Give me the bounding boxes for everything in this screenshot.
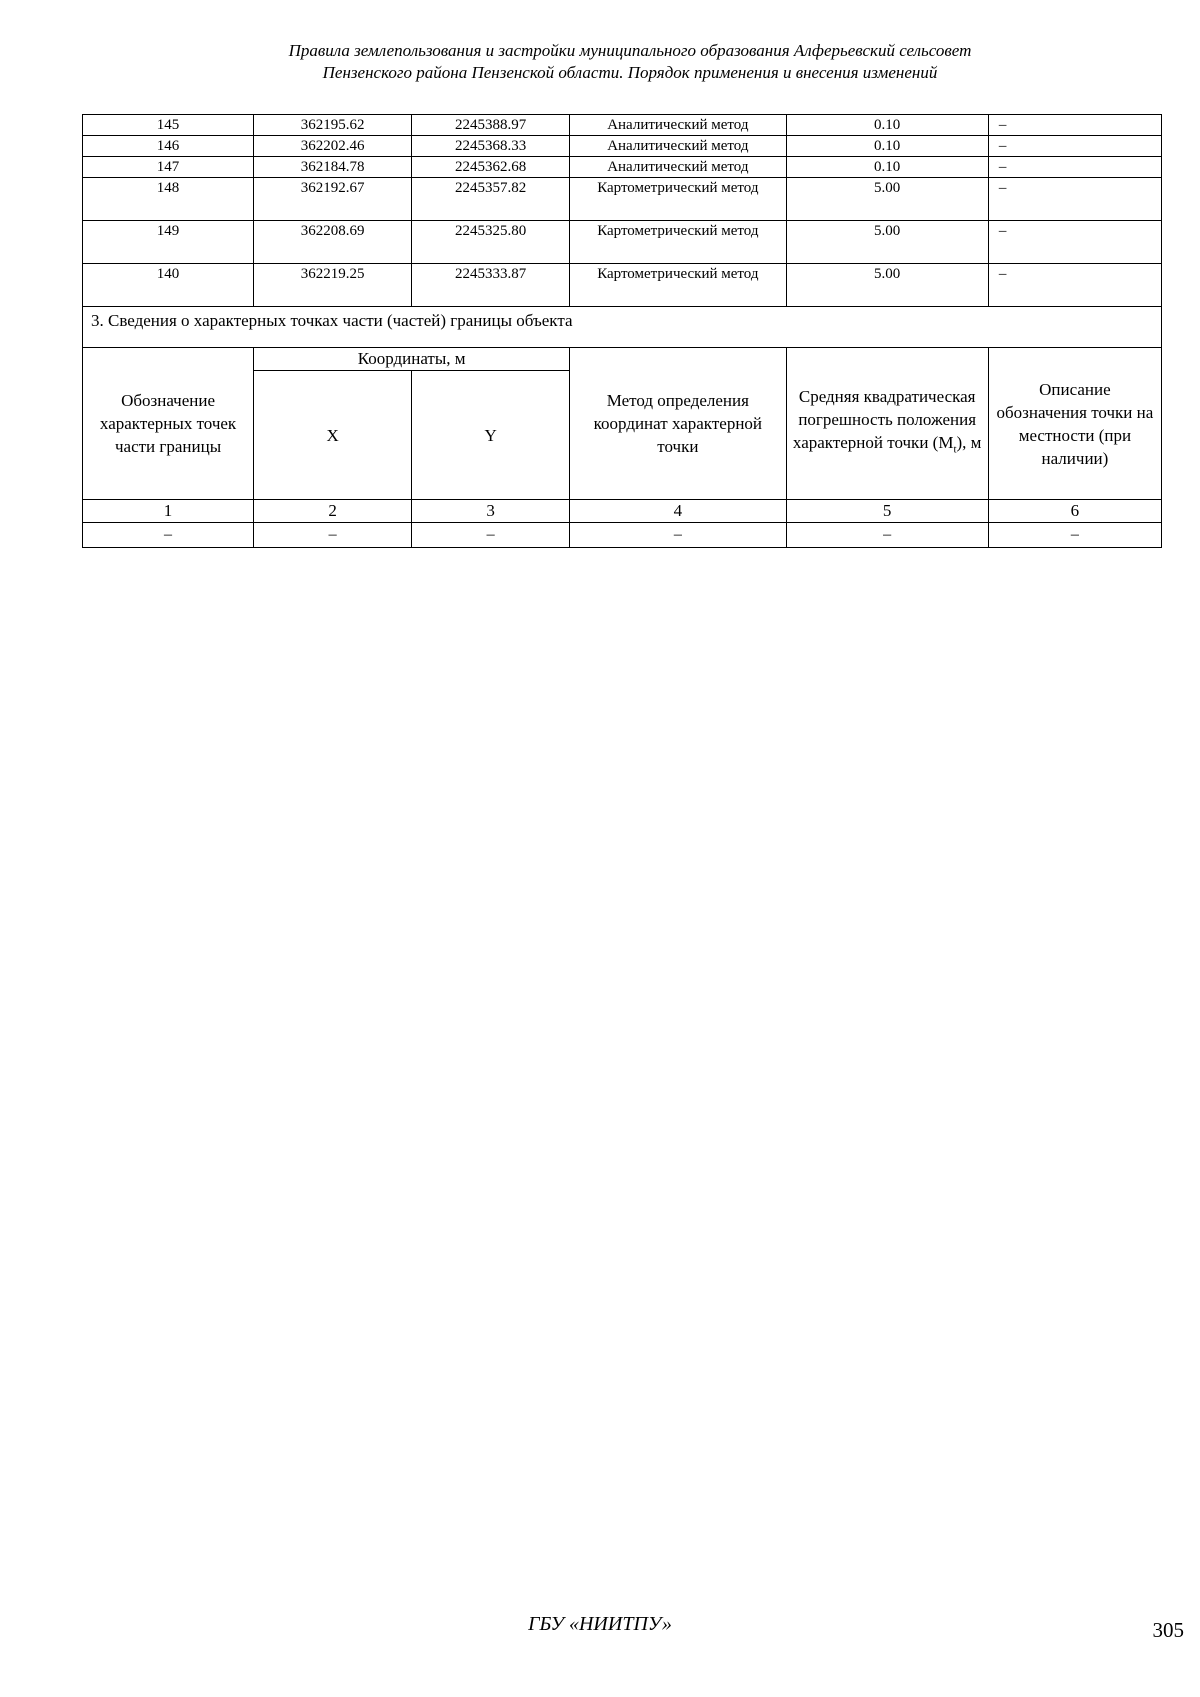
empty-cell: –: [83, 523, 254, 548]
column-number: 4: [570, 500, 786, 523]
empty-cell: –: [412, 523, 570, 548]
point-method: Картометрический метод: [570, 264, 786, 307]
header-y: Y: [412, 371, 570, 500]
table-row: [83, 178, 1162, 221]
point-id: 148: [83, 178, 254, 221]
point-method: Аналитический метод: [570, 115, 786, 136]
header-designation: Обозначение характерных точек части границы: [83, 348, 254, 500]
point-description: –: [988, 115, 1161, 136]
header-error-main: Средняя квадратическая погрешность положения характерной точки (M: [792, 387, 977, 453]
point-error: 5.00: [786, 178, 988, 221]
coordinates-table: [82, 114, 1162, 548]
section-3: [83, 307, 1162, 548]
point-error: 0.10: [786, 157, 988, 178]
empty-cell: –: [786, 523, 988, 548]
point-description: –: [988, 157, 1161, 178]
point-rows: [83, 115, 1162, 307]
document-header: [0, 40, 1200, 84]
column-number: 1: [83, 500, 254, 523]
column-number: 6: [988, 500, 1161, 523]
header-line-2: Пензенского района Пензенской области. Порядок применения и внесения изменений: [322, 63, 938, 82]
point-x: 362208.69: [254, 221, 412, 264]
point-description: –: [988, 136, 1161, 157]
point-method: Картометрический метод: [570, 221, 786, 264]
point-method: Аналитический метод: [570, 157, 786, 178]
column-number: 5: [786, 500, 988, 523]
header-error: [786, 348, 988, 500]
point-description: –: [988, 264, 1161, 307]
point-x: 362202.46: [254, 136, 412, 157]
table-row: [83, 157, 1162, 178]
point-x: 362219.25: [254, 264, 412, 307]
point-x: 362192.67: [254, 178, 412, 221]
point-id: 146: [83, 136, 254, 157]
point-y: 2245362.68: [412, 157, 570, 178]
empty-data-row: [83, 523, 1162, 548]
point-id: 149: [83, 221, 254, 264]
point-id: 147: [83, 157, 254, 178]
column-number: 2: [254, 500, 412, 523]
point-method: Аналитический метод: [570, 136, 786, 157]
header-coordinates: Координаты, м: [254, 348, 570, 371]
header-description: Описание обозначения точки на местности (при наличии): [988, 348, 1161, 500]
table-row: [83, 221, 1162, 264]
point-id: 140: [83, 264, 254, 307]
header-line-1: Правила землепользования и застройки муниципального образования Алферьевский сельсовет: [288, 41, 972, 60]
point-x: 362184.78: [254, 157, 412, 178]
header-error-tail: ), м: [956, 433, 982, 453]
point-description: –: [988, 221, 1161, 264]
point-y: 2245333.87: [412, 264, 570, 307]
table-row: [83, 136, 1162, 157]
point-id: 145: [83, 115, 254, 136]
point-method: Картометрический метод: [570, 178, 786, 221]
empty-cell: –: [254, 523, 412, 548]
point-y: 2245368.33: [412, 136, 570, 157]
table-row: [83, 115, 1162, 136]
point-error: 5.00: [786, 221, 988, 264]
page-number: 305: [1152, 1618, 1184, 1642]
point-y: 2245388.97: [412, 115, 570, 136]
footer-organization: ГБУ «НИИТПУ»: [528, 1613, 672, 1635]
point-error: 0.10: [786, 136, 988, 157]
header-method: Метод определения координат характерной точки: [570, 348, 786, 500]
point-error: 0.10: [786, 115, 988, 136]
column-number: 3: [412, 500, 570, 523]
point-y: 2245325.80: [412, 221, 570, 264]
header-error-sub: t: [953, 443, 957, 456]
empty-cell: –: [570, 523, 786, 548]
table-row: [83, 264, 1162, 307]
point-error: 5.00: [786, 264, 988, 307]
section-3-title: 3. Сведения о характерных точках части (частей) границы объекта: [83, 307, 1162, 348]
point-y: 2245357.82: [412, 178, 570, 221]
column-number-row: [83, 500, 1162, 523]
header-x: X: [254, 371, 412, 500]
point-x: 362195.62: [254, 115, 412, 136]
empty-cell: –: [988, 523, 1161, 548]
point-description: –: [988, 178, 1161, 221]
